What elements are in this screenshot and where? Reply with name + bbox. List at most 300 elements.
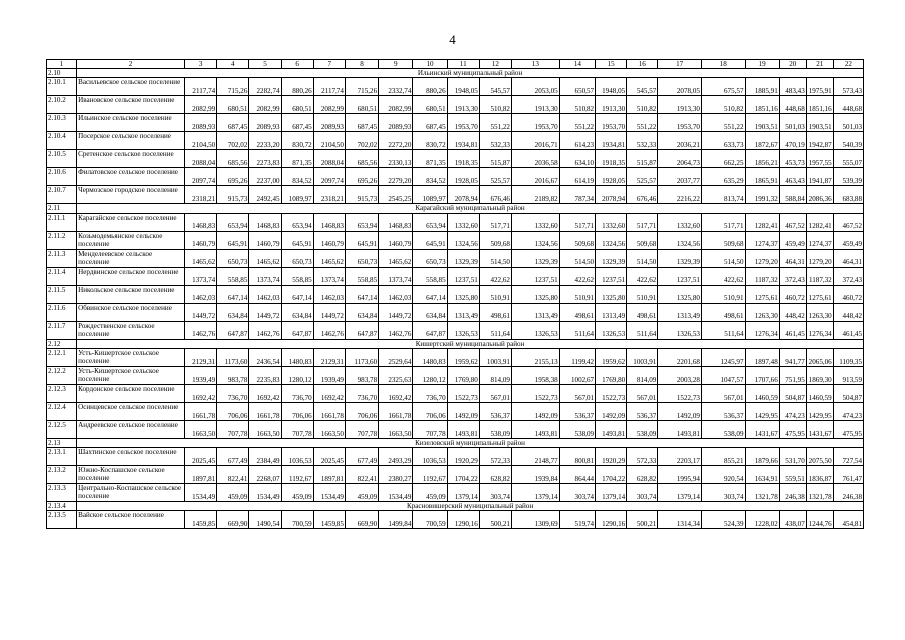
value-cell: 303,74 xyxy=(701,484,745,502)
value-cell: 1534,49 xyxy=(249,484,281,502)
value-cell: 687,45 xyxy=(281,114,313,132)
column-number-cell: 7 xyxy=(313,60,345,69)
row-code: 2.10.2 xyxy=(47,96,77,114)
value-cell: 1928,05 xyxy=(596,168,627,186)
value-cell: 1897,81 xyxy=(313,466,345,484)
value-cell: 915,73 xyxy=(217,186,249,204)
settlement-name: Усть-Кишертское сельское поселение xyxy=(77,348,185,366)
value-cell: 1332,60 xyxy=(511,213,559,231)
value-cell: 1953,70 xyxy=(596,114,627,132)
value-cell: 1332,60 xyxy=(596,213,627,231)
column-number-cell: 1 xyxy=(47,60,77,69)
value-cell: 1459,85 xyxy=(313,511,345,529)
value-cell: 1522,73 xyxy=(447,384,479,402)
value-cell: 1329,39 xyxy=(511,249,559,267)
table-row xyxy=(47,213,864,231)
value-cell: 1324,56 xyxy=(447,231,479,249)
settlement-name: Филатовское сельское поселение xyxy=(77,168,185,186)
value-cell: 422,62 xyxy=(479,267,511,285)
value-cell: 1431,67 xyxy=(806,420,833,438)
value-cell: 2216,22 xyxy=(658,186,702,204)
value-cell: 538,09 xyxy=(701,420,745,438)
column-number-cell: 14 xyxy=(559,60,595,69)
value-cell: 1704,22 xyxy=(596,466,627,484)
value-cell: 675,57 xyxy=(701,78,745,96)
value-cell: 532,33 xyxy=(479,132,511,150)
value-cell: 551,22 xyxy=(559,114,595,132)
value-cell: 2268,07 xyxy=(249,466,281,484)
value-cell: 1865,91 xyxy=(745,168,779,186)
value-cell: 539,39 xyxy=(833,168,863,186)
value-cell: 572,33 xyxy=(479,448,511,466)
value-cell: 1939,49 xyxy=(313,366,345,384)
value-cell: 1942,87 xyxy=(806,132,833,150)
value-cell: 498,61 xyxy=(559,303,595,321)
column-number-cell: 22 xyxy=(833,60,863,69)
value-cell: 715,26 xyxy=(345,78,378,96)
section-title: Кишертский муниципальный район xyxy=(77,339,864,348)
value-cell: 1373,74 xyxy=(379,267,413,285)
value-cell: 680,51 xyxy=(413,96,447,114)
value-cell: 645,91 xyxy=(413,231,447,249)
value-cell: 2025,45 xyxy=(185,448,217,466)
value-cell: 706,06 xyxy=(413,402,447,420)
value-cell: 1869,30 xyxy=(806,366,833,384)
row-code: 2.12.4 xyxy=(47,402,77,420)
table-row xyxy=(47,78,864,96)
value-cell: 1941,87 xyxy=(806,168,833,186)
value-cell: 558,85 xyxy=(217,267,249,285)
value-cell: 1325,80 xyxy=(511,285,559,303)
value-cell: 1187,32 xyxy=(806,267,833,285)
value-cell: 822,41 xyxy=(217,466,249,484)
value-cell: 246,38 xyxy=(779,484,806,502)
value-cell: 650,73 xyxy=(345,249,378,267)
value-cell: 662,25 xyxy=(701,150,745,168)
value-cell: 1465,62 xyxy=(379,249,413,267)
row-code: 2.11.4 xyxy=(47,267,77,285)
table-row xyxy=(47,231,864,249)
value-cell: 509,68 xyxy=(701,231,745,249)
value-cell: 572,33 xyxy=(627,448,658,466)
value-cell: 1003,91 xyxy=(479,348,511,366)
value-cell: 871,35 xyxy=(413,150,447,168)
table-row xyxy=(47,366,864,384)
settlement-name: Южно-Коспашское сельское поселение xyxy=(77,466,185,484)
value-cell: 1313,49 xyxy=(658,303,702,321)
value-cell: 1522,73 xyxy=(658,384,702,402)
value-cell: 1836,87 xyxy=(806,466,833,484)
column-number-cell: 9 xyxy=(379,60,413,69)
value-cell: 531,70 xyxy=(779,448,806,466)
value-cell: 680,51 xyxy=(281,96,313,114)
column-number-cell: 8 xyxy=(345,60,378,69)
value-cell: 1313,49 xyxy=(596,303,627,321)
value-cell: 538,09 xyxy=(479,420,511,438)
value-cell: 1492,09 xyxy=(596,402,627,420)
value-cell: 2189,82 xyxy=(511,186,559,204)
value-cell: 669,90 xyxy=(217,511,249,529)
value-cell: 736,70 xyxy=(281,384,313,402)
value-cell: 475,95 xyxy=(779,420,806,438)
value-cell: 511,64 xyxy=(479,321,511,339)
value-cell: 700,59 xyxy=(413,511,447,529)
settlement-name: Чермозское городское поселение xyxy=(77,186,185,204)
value-cell: 628,82 xyxy=(479,466,511,484)
row-code: 2.13.2 xyxy=(47,466,77,484)
section-code: 2.13 xyxy=(47,438,77,447)
value-cell: 1948,05 xyxy=(447,78,479,96)
value-cell: 1429,95 xyxy=(806,402,833,420)
value-cell: 834,52 xyxy=(413,168,447,186)
row-code: 2.10.6 xyxy=(47,168,77,186)
value-cell: 1290,16 xyxy=(596,511,627,529)
value-cell: 2078,94 xyxy=(447,186,479,204)
value-cell: 509,68 xyxy=(559,231,595,249)
value-cell: 2273,83 xyxy=(249,150,281,168)
column-number-cell: 10 xyxy=(413,60,447,69)
value-cell: 1263,30 xyxy=(806,303,833,321)
value-cell: 448,68 xyxy=(833,96,863,114)
value-cell: 2078,05 xyxy=(658,78,702,96)
value-cell: 695,26 xyxy=(217,168,249,186)
value-cell: 1460,79 xyxy=(249,231,281,249)
value-cell: 634,84 xyxy=(281,303,313,321)
value-cell: 653,94 xyxy=(281,213,313,231)
value-cell: 687,45 xyxy=(413,114,447,132)
value-cell: 830,72 xyxy=(413,132,447,150)
value-cell: 1468,83 xyxy=(379,213,413,231)
value-cell: 558,85 xyxy=(345,267,378,285)
value-cell: 1934,81 xyxy=(596,132,627,150)
value-cell: 680,51 xyxy=(345,96,378,114)
value-cell: 834,52 xyxy=(281,168,313,186)
value-cell: 1522,73 xyxy=(596,384,627,402)
value-cell: 524,39 xyxy=(701,511,745,529)
value-cell: 1036,53 xyxy=(281,448,313,466)
value-cell: 1492,09 xyxy=(447,402,479,420)
column-number-cell: 18 xyxy=(701,60,745,69)
value-cell: 706,06 xyxy=(281,402,313,420)
value-cell: 1462,76 xyxy=(379,321,413,339)
value-cell: 1462,76 xyxy=(249,321,281,339)
value-cell: 736,70 xyxy=(413,384,447,402)
value-cell: 459,09 xyxy=(281,484,313,502)
settlement-name: Шахтинское сельское поселение xyxy=(77,448,185,466)
value-cell: 813,74 xyxy=(701,186,745,204)
value-cell: 653,94 xyxy=(217,213,249,231)
value-cell: 1379,14 xyxy=(511,484,559,502)
value-cell: 880,26 xyxy=(413,78,447,96)
row-code: 2.10.5 xyxy=(47,150,77,168)
value-cell: 517,71 xyxy=(701,213,745,231)
value-cell: 647,14 xyxy=(413,285,447,303)
value-cell: 1329,39 xyxy=(596,249,627,267)
value-cell: 558,85 xyxy=(413,267,447,285)
value-cell: 1918,35 xyxy=(447,150,479,168)
value-cell: 1879,66 xyxy=(745,448,779,466)
table-row xyxy=(47,96,864,114)
value-cell: 1462,03 xyxy=(379,285,413,303)
value-cell: 1920,29 xyxy=(596,448,627,466)
value-cell: 372,43 xyxy=(833,267,863,285)
value-cell: 1326,53 xyxy=(511,321,559,339)
value-cell: 1324,56 xyxy=(511,231,559,249)
value-cell: 2203,17 xyxy=(658,448,702,466)
value-cell: 1534,49 xyxy=(379,484,413,502)
value-cell: 1325,80 xyxy=(447,285,479,303)
value-cell: 1321,78 xyxy=(806,484,833,502)
value-cell: 1279,20 xyxy=(806,249,833,267)
value-cell: 647,87 xyxy=(413,321,447,339)
value-cell: 1661,78 xyxy=(313,402,345,420)
value-cell: 2318,21 xyxy=(313,186,345,204)
value-cell: 1449,72 xyxy=(379,303,413,321)
value-cell: 647,14 xyxy=(217,285,249,303)
value-cell: 1957,55 xyxy=(806,150,833,168)
value-cell: 511,64 xyxy=(701,321,745,339)
value-cell: 1237,51 xyxy=(447,267,479,285)
value-cell: 1325,80 xyxy=(658,285,702,303)
value-cell: 2436,54 xyxy=(249,348,281,366)
column-number-cell: 11 xyxy=(447,60,479,69)
value-cell: 1663,50 xyxy=(185,420,217,438)
value-cell: 2380,27 xyxy=(379,466,413,484)
value-cell: 2104,50 xyxy=(313,132,345,150)
value-cell: 1493,81 xyxy=(596,420,627,438)
column-number-cell: 12 xyxy=(479,60,511,69)
table-row xyxy=(47,186,864,204)
settlement-name: Вайское сельское поселение xyxy=(77,511,185,529)
value-cell: 1309,69 xyxy=(511,511,559,529)
value-cell: 1274,37 xyxy=(806,231,833,249)
value-cell: 1280,12 xyxy=(281,366,313,384)
value-cell: 460,72 xyxy=(779,285,806,303)
value-cell: 2016,67 xyxy=(511,168,559,186)
value-cell: 1663,50 xyxy=(313,420,345,438)
value-cell: 1276,34 xyxy=(745,321,779,339)
value-cell: 680,51 xyxy=(217,96,249,114)
column-number-cell: 17 xyxy=(658,60,702,69)
value-cell: 1449,72 xyxy=(185,303,217,321)
value-cell: 2065,06 xyxy=(806,348,833,366)
value-cell: 448,68 xyxy=(779,96,806,114)
value-cell: 545,57 xyxy=(627,78,658,96)
value-cell: 2089,93 xyxy=(249,114,281,132)
value-cell: 1934,81 xyxy=(447,132,479,150)
value-cell: 751,95 xyxy=(779,366,806,384)
value-cell: 1661,78 xyxy=(249,402,281,420)
table-row xyxy=(47,267,864,285)
value-cell: 1314,34 xyxy=(658,511,702,529)
value-cell: 830,72 xyxy=(281,132,313,150)
value-cell: 1002,67 xyxy=(559,366,595,384)
value-cell: 1492,09 xyxy=(658,402,702,420)
table-row xyxy=(47,384,864,402)
value-cell: 514,50 xyxy=(479,249,511,267)
settlement-name: Никольское сельское поселение xyxy=(77,285,185,303)
value-cell: 501,03 xyxy=(833,114,863,132)
value-cell: 532,33 xyxy=(627,132,658,150)
value-cell: 536,37 xyxy=(701,402,745,420)
value-cell: 1460,79 xyxy=(313,231,345,249)
value-cell: 459,49 xyxy=(779,231,806,249)
value-cell: 1468,83 xyxy=(249,213,281,231)
value-cell: 941,77 xyxy=(779,348,806,366)
row-code: 2.13.1 xyxy=(47,448,77,466)
value-cell: 634,84 xyxy=(345,303,378,321)
table-row xyxy=(47,511,864,529)
value-cell: 2089,93 xyxy=(313,114,345,132)
value-cell: 422,62 xyxy=(559,267,595,285)
value-cell: 1324,56 xyxy=(658,231,702,249)
value-cell: 567,01 xyxy=(559,384,595,402)
column-number-cell: 4 xyxy=(217,60,249,69)
value-cell: 1492,09 xyxy=(511,402,559,420)
column-number-cell: 2 xyxy=(77,60,185,69)
value-cell: 538,09 xyxy=(559,420,595,438)
value-cell: 438,07 xyxy=(779,511,806,529)
value-cell: 1332,60 xyxy=(447,213,479,231)
value-cell: 510,82 xyxy=(701,96,745,114)
value-cell: 551,22 xyxy=(627,114,658,132)
value-cell: 634,10 xyxy=(559,150,595,168)
value-cell: 1449,72 xyxy=(313,303,345,321)
value-cell: 736,70 xyxy=(345,384,378,402)
value-cell: 1493,81 xyxy=(511,420,559,438)
table-row xyxy=(47,249,864,267)
value-cell: 509,68 xyxy=(627,231,658,249)
value-cell: 551,22 xyxy=(479,114,511,132)
section-code: 2.10 xyxy=(47,69,77,78)
value-cell: 1109,35 xyxy=(833,348,863,366)
value-cell: 2037,77 xyxy=(658,168,702,186)
value-cell: 1003,91 xyxy=(627,348,658,366)
value-cell: 1928,05 xyxy=(447,168,479,186)
value-cell: 510,91 xyxy=(479,285,511,303)
value-cell: 509,68 xyxy=(479,231,511,249)
value-cell: 510,82 xyxy=(479,96,511,114)
value-cell: 1237,51 xyxy=(658,267,702,285)
value-cell: 1692,42 xyxy=(313,384,345,402)
value-cell: 2064,73 xyxy=(658,150,702,168)
column-number-cell: 21 xyxy=(806,60,833,69)
settlement-name: Рождественское сельское поселение xyxy=(77,321,185,339)
value-cell: 2493,29 xyxy=(379,448,413,466)
value-cell: 707,78 xyxy=(217,420,249,438)
settlement-name: Ивановское сельское поселение xyxy=(77,96,185,114)
value-cell: 246,38 xyxy=(833,484,863,502)
value-cell: 2016,71 xyxy=(511,132,559,150)
value-cell: 567,01 xyxy=(627,384,658,402)
column-number-cell: 13 xyxy=(511,60,559,69)
value-cell: 2082,99 xyxy=(379,96,413,114)
settlement-name: Ильинское сельское поселение xyxy=(77,114,185,132)
value-cell: 787,34 xyxy=(559,186,595,204)
value-cell: 501,03 xyxy=(779,114,806,132)
value-cell: 1321,78 xyxy=(745,484,779,502)
value-cell: 2129,31 xyxy=(185,348,217,366)
value-cell: 1913,30 xyxy=(511,96,559,114)
value-cell: 676,46 xyxy=(627,186,658,204)
value-cell: 1913,30 xyxy=(447,96,479,114)
value-cell: 647,14 xyxy=(281,285,313,303)
value-cell: 1325,80 xyxy=(596,285,627,303)
section-row xyxy=(47,69,864,78)
value-cell: 2097,74 xyxy=(313,168,345,186)
value-cell: 1379,14 xyxy=(447,484,479,502)
row-code: 2.12.5 xyxy=(47,420,77,438)
value-cell: 2082,99 xyxy=(185,96,217,114)
value-cell: 647,87 xyxy=(345,321,378,339)
table-row xyxy=(47,484,864,502)
settlement-name: Усть-Кишертское сельское поселение xyxy=(77,366,185,384)
value-cell: 822,41 xyxy=(345,466,378,484)
value-cell: 2279,20 xyxy=(379,168,413,186)
value-cell: 685,56 xyxy=(217,150,249,168)
value-cell: 1522,73 xyxy=(511,384,559,402)
settlement-name: Андреевское сельское поселение xyxy=(77,420,185,438)
value-cell: 2384,49 xyxy=(249,448,281,466)
column-number-cell: 15 xyxy=(596,60,627,69)
value-cell: 1707,66 xyxy=(745,366,779,384)
value-cell: 2089,93 xyxy=(185,114,217,132)
value-cell: 1661,78 xyxy=(379,402,413,420)
value-cell: 1769,80 xyxy=(596,366,627,384)
value-cell: 519,74 xyxy=(559,511,595,529)
value-cell: 1851,16 xyxy=(806,96,833,114)
row-code: 2.11.2 xyxy=(47,231,77,249)
value-cell: 2097,74 xyxy=(185,168,217,186)
value-cell: 1460,79 xyxy=(379,231,413,249)
value-cell: 1953,70 xyxy=(658,114,702,132)
value-cell: 500,21 xyxy=(627,511,658,529)
value-cell: 515,87 xyxy=(479,150,511,168)
value-cell: 715,26 xyxy=(217,78,249,96)
value-cell: 536,37 xyxy=(479,402,511,420)
value-cell: 460,72 xyxy=(833,285,863,303)
table-row xyxy=(47,303,864,321)
value-cell: 2282,74 xyxy=(249,78,281,96)
value-cell: 707,78 xyxy=(345,420,378,438)
value-cell: 1326,53 xyxy=(596,321,627,339)
value-cell: 474,23 xyxy=(833,402,863,420)
value-cell: 736,70 xyxy=(217,384,249,402)
value-cell: 1534,49 xyxy=(313,484,345,502)
value-cell: 1459,85 xyxy=(185,511,217,529)
row-code: 2.11.7 xyxy=(47,321,77,339)
value-cell: 677,49 xyxy=(345,448,378,466)
value-cell: 1918,35 xyxy=(596,150,627,168)
value-cell: 536,37 xyxy=(627,402,658,420)
value-cell: 1493,81 xyxy=(658,420,702,438)
value-cell: 454,81 xyxy=(833,511,863,529)
value-cell: 1244,76 xyxy=(806,511,833,529)
value-cell: 525,57 xyxy=(627,168,658,186)
value-cell: 1274,37 xyxy=(745,231,779,249)
table-row xyxy=(47,420,864,438)
settlement-name: Васильевское сельское поселение xyxy=(77,78,185,96)
section-row xyxy=(47,438,864,447)
value-cell: 551,22 xyxy=(701,114,745,132)
value-cell: 510,82 xyxy=(559,96,595,114)
value-cell: 1462,03 xyxy=(185,285,217,303)
row-code: 2.11.3 xyxy=(47,249,77,267)
value-cell: 1462,03 xyxy=(313,285,345,303)
value-cell: 2036,58 xyxy=(511,150,559,168)
value-cell: 650,73 xyxy=(217,249,249,267)
value-cell: 1282,41 xyxy=(806,213,833,231)
